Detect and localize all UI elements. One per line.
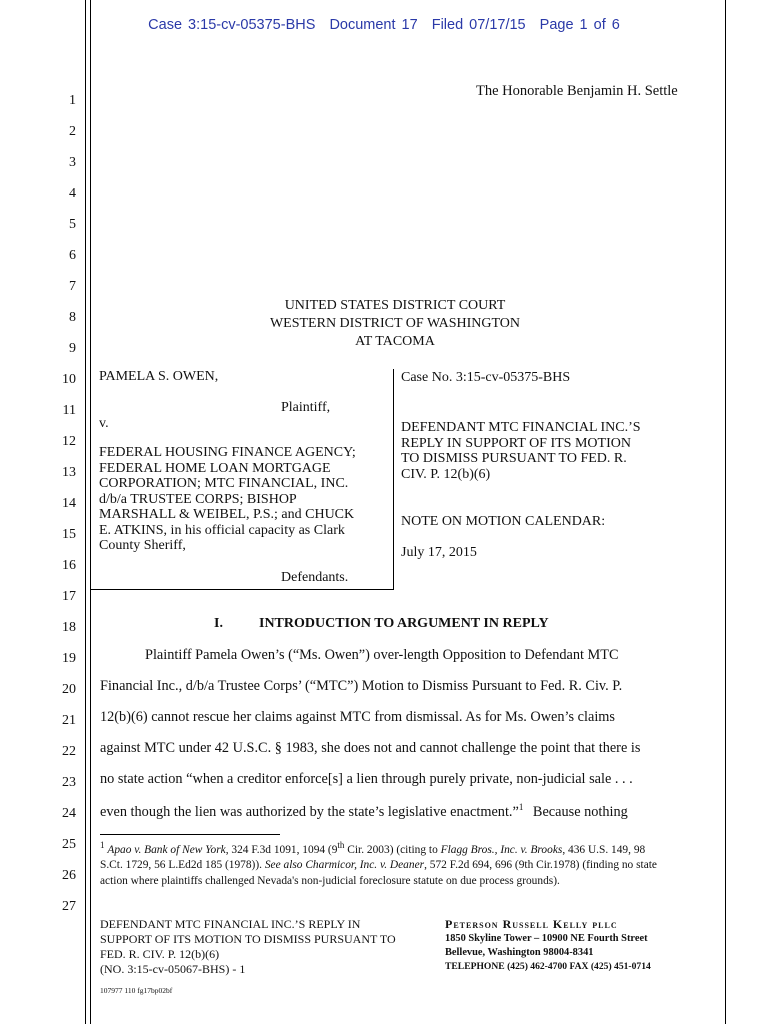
defendants-line: E. ATKINS, in his official capacity as Clark	[99, 522, 345, 538]
header-filed-date: Filed 07/17/15	[431, 17, 526, 33]
section-heading: INTRODUCTION TO ARGUMENT IN REPLY	[259, 616, 549, 631]
plaintiff-label: Plaintiff,	[281, 400, 331, 415]
line-number: 11	[62, 403, 76, 418]
line-number: 18	[62, 620, 76, 635]
body-line-continuation: Because nothing	[532, 803, 628, 820]
footer-title-line: (NO. 3:15-cv-05067-BHS) - 1	[100, 962, 246, 976]
footer-title-line: DEFENDANT MTC FINANCIAL INC.’S REPLY IN	[100, 917, 361, 931]
line-number: 23	[62, 775, 76, 790]
firm-address-1: 1850 Skyline Tower – 10900 NE Fourth Street	[445, 933, 648, 944]
line-number: 1	[69, 93, 76, 108]
filing-header	[0, 17, 768, 33]
footnote-cite-1-sup: th	[337, 840, 345, 850]
defendants-line: MARSHALL & WEIBEL, P.S.; and CHUCK	[99, 507, 355, 522]
document-title	[401, 420, 701, 482]
judge-name: The Honorable Benjamin H. Settle	[476, 83, 678, 99]
footnote-case-1: Apao v. Bank of New York	[107, 843, 226, 856]
line-number: 22	[62, 744, 76, 759]
footnote-see-also: See also Charmicor, Inc. v. Deaner	[264, 859, 425, 872]
line-number: 15	[62, 527, 76, 542]
body-line-text: even though the lien was authorized by the state’s legislative enactment.”	[100, 803, 519, 820]
footnote	[100, 838, 670, 889]
firm-address-2: Bellevue, Washington 98004-8341	[445, 947, 594, 958]
section-number: I.	[214, 616, 223, 631]
versus: v.	[99, 416, 109, 431]
body-line: Financial Inc., d/b/a Trustee Corps’ (“MTC”) Motion to Dismiss Pursuant to Fed. R. Civ. P.	[100, 678, 623, 694]
defendants-line: CORPORATION; MTC FINANCIAL, INC.	[99, 476, 349, 491]
line-number: 10	[62, 372, 76, 387]
body-line: Plaintiff Pamela Owen’s (“Ms. Owen”) over-length Opposition to Defendant MTC	[145, 647, 619, 663]
firm-phone: TELEPHONE (425) 462-4700 FAX (425) 451-0714	[445, 961, 651, 972]
body-line: against MTC under 42 U.S.C. § 1983, she does not and cannot challenge the point that there is	[100, 740, 641, 756]
body-line-with-footnote	[100, 802, 628, 821]
footer-title-line: FED. R. CIV. P. 12(b)(6)	[100, 947, 220, 961]
court-district: WESTERN DISTRICT OF WASHINGTON	[269, 316, 521, 331]
body-line: 12(b)(6) cannot rescue her claims against MTC from dismissal. As for Ms. Owen’s claims	[100, 709, 615, 725]
line-number: 26	[62, 868, 76, 883]
line-number: 7	[69, 279, 76, 294]
defendants-list	[99, 445, 391, 554]
footer-title-line: SUPPORT OF ITS MOTION TO DISMISS PURSUANT TO	[100, 932, 396, 946]
line-number: 2	[69, 124, 76, 139]
header-document: Document 17	[329, 17, 418, 33]
footnote-cite-3: , 572 F.2d 694, 696 (9th Cir.1978) (finding no state action where plaintiffs challenged Nevada's non-judicial foreclosure statute on due process grounds).	[100, 859, 657, 887]
footnote-cite-1b: Cir. 2003) (citing to	[344, 843, 441, 856]
line-number: 4	[69, 186, 76, 201]
document-title-line: TO DISMISS PURSUANT TO FED. R.	[401, 451, 627, 466]
footnote-cite-2: , 436 U.S. 149, 98 S.Ct. 1729, 56 L.Ed2d 185 (1978)).	[100, 843, 646, 872]
plaintiff-name: PAMELA S. OWEN,	[99, 369, 219, 384]
line-number: 8	[69, 310, 76, 325]
defendants-label: Defendants.	[281, 570, 349, 585]
right-margin-rule	[725, 0, 726, 1024]
court-name: UNITED STATES DISTRICT COURT	[284, 298, 506, 313]
line-number: 17	[62, 589, 76, 604]
defendants-line: FEDERAL HOUSING FINANCE AGENCY;	[99, 445, 356, 460]
body-line: no state action “when a creditor enforce[s] a lien through purely private, non-judicial sale . . .	[100, 771, 633, 787]
line-number: 9	[69, 341, 76, 356]
case-number: Case No. 3:15-cv-05375-BHS	[401, 370, 571, 385]
defendants-line: d/b/a TRUSTEE CORPS; BISHOP	[99, 491, 297, 507]
line-number: 24	[62, 806, 76, 821]
court-division: AT TACOMA	[355, 334, 435, 349]
line-number: 20	[62, 682, 76, 697]
footnote-case-2: Flagg Bros., Inc. v. Brooks	[440, 843, 563, 856]
document-title-line: CIV. P. 12(b)(6)	[401, 466, 491, 482]
footnote-ref: 1	[518, 802, 524, 812]
line-number: 6	[69, 248, 76, 263]
firm-name: Peterson Russell Kelly pllc	[445, 917, 618, 931]
line-number: 5	[69, 217, 76, 232]
firm-block	[445, 917, 745, 974]
document-title-line: DEFENDANT MTC FINANCIAL INC.’S	[401, 420, 641, 435]
header-page: Page 1 of 6	[539, 17, 620, 33]
note-on-motion-date: July 17, 2015	[401, 545, 477, 560]
line-number: 13	[62, 465, 76, 480]
document-title-line: REPLY IN SUPPORT OF ITS MOTION	[401, 435, 631, 451]
line-number: 19	[62, 651, 76, 666]
line-number: 27	[62, 899, 76, 914]
line-number: 3	[69, 155, 76, 170]
defendants-line: FEDERAL HOME LOAN MORTGAGE	[99, 460, 331, 476]
footer-document-title	[100, 917, 430, 977]
footnote-number: 1	[100, 840, 105, 850]
header-case-number: Case 3:15-cv-05375-BHS	[148, 17, 316, 33]
footnote-rule	[100, 834, 280, 835]
left-margin-rule-outer	[85, 0, 86, 1024]
line-number: 21	[62, 713, 76, 728]
footnote-cite-1: , 324 F.3d 1091, 1094 (9	[225, 843, 338, 856]
note-on-motion-label: NOTE ON MOTION CALENDAR:	[401, 514, 606, 529]
court-title	[160, 297, 630, 351]
line-number: 16	[62, 558, 76, 573]
defendants-line: County Sheriff,	[99, 538, 186, 553]
line-number: 14	[62, 496, 76, 511]
document-id: 107977 110 fg17bp02bf	[100, 986, 173, 995]
line-number: 25	[62, 837, 76, 852]
line-number: 12	[62, 434, 76, 449]
